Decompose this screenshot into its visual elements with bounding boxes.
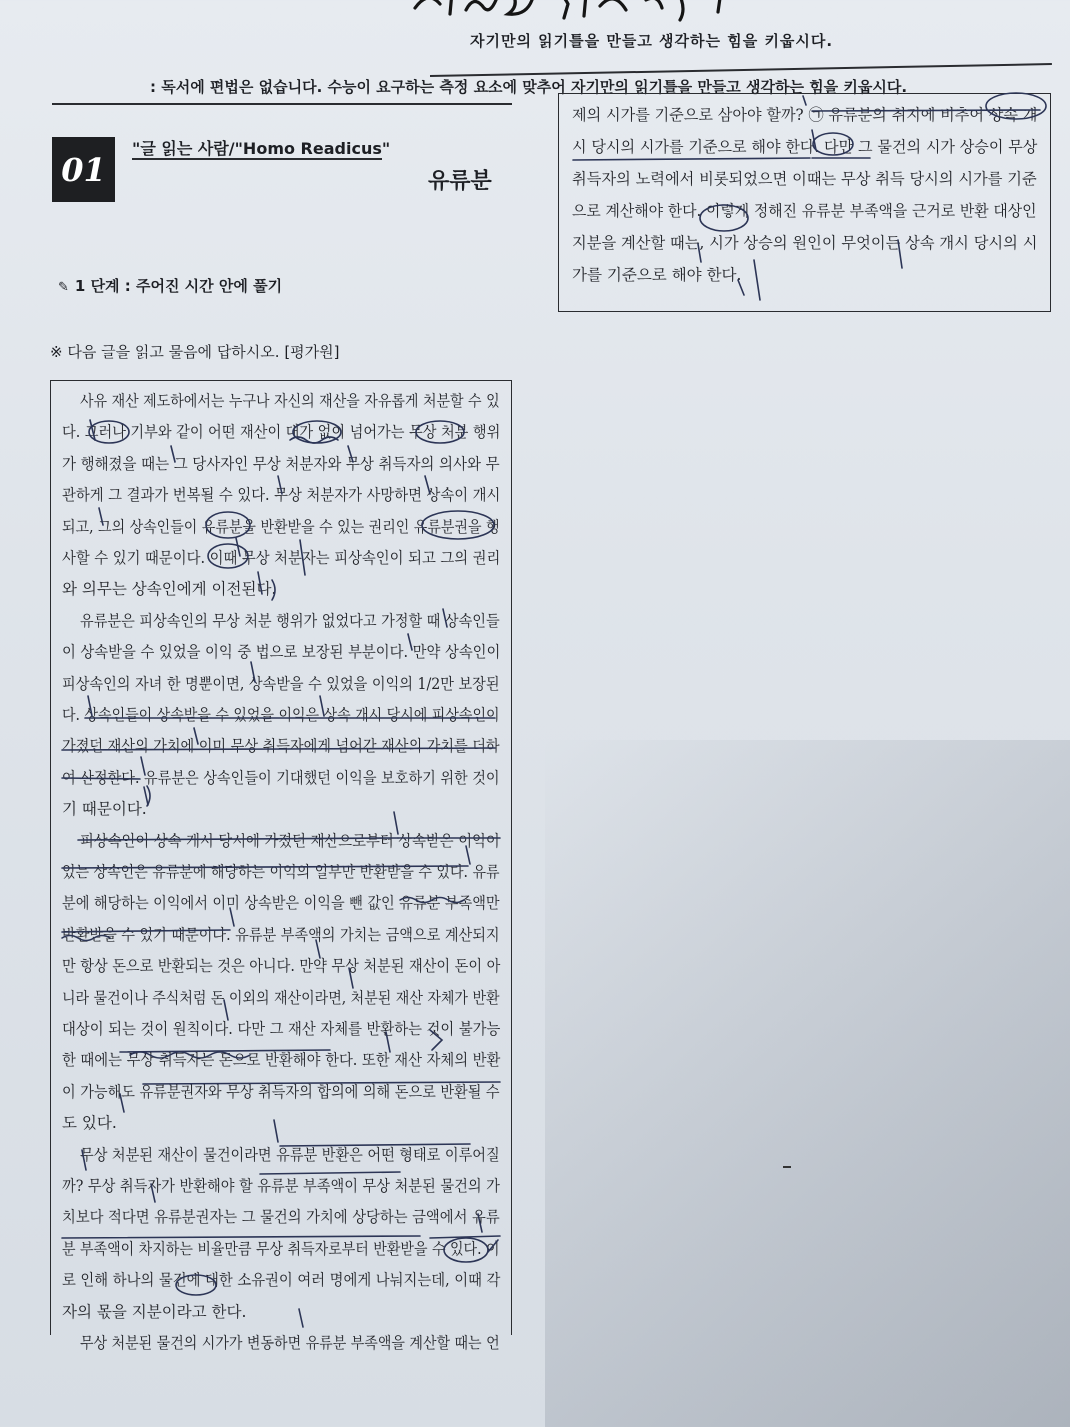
continuation-line: 으로 계산해야 한다. 이렇게 정해진 유류분 부족액을 근거로 반환 대상인 [572,202,1037,220]
passage-line: 무상 처분된 재산이 물건이라면 유류분 반환은 어떤 형태로 이루어질 [80,1145,500,1164]
passage-line: 한 때에는 무상 취득자는 돈으로 반환해야 한다. 또한 재산 자체의 반환 [62,1051,501,1070]
pencil-icon: ✎ [58,280,69,295]
continuation-line: 가를 기준으로 해야 한다. [572,266,742,284]
passage-line: 가 행해졌을 때는 그 당사자인 무상 처분자와 무상 취득자의 의사와 무 [62,454,500,473]
passage-line: 치보다 적다면 유류분권자는 그 물건의 가치에 상당하는 금액에서 유류 [62,1208,500,1227]
passage-line: 이 가능해도 유류분권자와 무상 취득자의 합의에 의해 돈으로 반환될 수 [62,1082,500,1101]
passage-line: 관하게 그 결과가 번복될 수 있다. 무상 처분자가 사망하면 상속이 개시 [62,486,501,505]
motto-rule [430,63,1052,77]
header-scribble [400,0,1070,30]
unit-number: 01 [52,137,115,202]
passage-line: 대상이 되는 것이 원칙이다. 다만 그 재산 자체를 반환하는 것이 불가능 [62,1020,501,1038]
passage-line: 기 때문이다. [62,800,147,819]
passage-line: 피상속인의 자녀 한 명뿐이면, 상속받을 수 있었을 이익의 1/2만 보장된 [62,674,500,693]
passage-line: 사유 재산 제도하에서는 누구나 자신의 재산을 자유롭게 처분할 수 있 [80,392,500,410]
passage-line: 피상속인이 상속 개시 당시에 가졌던 재산으로부터 상속받은 이익이 [80,831,500,850]
passage-line: 이 상속받을 수 있었을 이익 중 법으로 보장된 부분이다. 만약 상속인이 [62,643,501,662]
passage-line: 되고, 그의 상속인들이 유류분을 반환받을 수 있는 권리인 유류분권을 행 [62,517,500,536]
passage-line: 다. 상속인들이 상속받을 수 있었을 이익은 상속 개시 당시에 피상속인이 [62,706,500,724]
passage-line: 로 인해 하나의 물건에 대한 소유권이 여러 명에게 나눠지는데, 이때 각 [62,1271,501,1290]
passage-line: 자의 몫을 지분이라고 한다. [62,1302,247,1321]
unit-name: 유류분 [428,169,492,194]
continuation-line: 지분을 계산할 때는, 시가 상승의 원인이 무엇이든 상속 개시 당시의 시 [572,234,1038,252]
continuation-line: 제의 시가를 기준으로 삼아야 할까? ㉠ 유류분의 취지에 비추어 상속 개 [572,106,1038,124]
motto: 자기만의 읽기틀을 만들고 생각하는 힘을 키웁시다. [470,32,834,50]
continuation-line: 취득자의 노력에서 비롯되었으면 이때는 무상 취득 당시의 시가를 기준 [572,170,1037,188]
instruction: ※ 다음 글을 읽고 물음에 답하시오. [평가원] [50,343,340,361]
passage-line: 여 산정한다. 유류분은 상속인들이 기대했던 이익을 보호하기 위한 것이 [62,768,500,787]
passage-line: 다. 그러나 기부와 같이 어떤 재산이 대가 없이 넘어가는 무상 처분 행위 [62,423,501,442]
passage-line: 와 의무는 상속인에게 이전된다. [62,580,277,599]
passage-line: 가졌던 재산의 가치에 이미 무상 취득자에게 넘어간 재산의 가치를 더하 [62,737,500,756]
subtitle: : 독서에 편법은 없습니다. 수능이 요구하는 측정 요소에 맞추어 자기만의 읽기틀을 만들고 생각하는 힘을 키웁시다. [150,78,908,96]
page-shadow [545,740,1070,1427]
stray-mark [783,1166,791,1168]
header-rule [52,103,512,105]
passage-line: 무상 처분된 물건의 시가가 변동하면 유류분 부족액을 계산할 때는 언 [80,1334,500,1352]
passage-line: 분에 해당하는 이익에서 이미 상속받은 이익을 뺀 값인 유류분 부족액만 [62,894,500,913]
passage-line: 니라 물건이나 주식처럼 돈 이외의 재산이라면, 처분된 재산 자체가 반환 [62,988,500,1007]
passage-line: 분 부족액이 차지하는 비율만큼 무상 취득자로부터 반환받을 수 있다. 이 [62,1239,500,1258]
passage-line: 사할 수 있기 때문이다. 이때 무상 처분자는 피상속인이 되고 그의 권리 [62,549,501,567]
step-label [58,275,282,296]
unit-title: "글 읽는 사람/"Homo Readicus" [132,139,391,158]
continuation-line: 시 당시의 시가를 기준으로 해야 한다. 다만 그 물건의 시가 상승이 무상 [572,138,1038,156]
passage-line: 만 항상 돈으로 반환되는 것은 아니다. 만약 무상 처분된 재산이 돈이 아 [62,957,501,976]
passage-line: 있는 상속인은 유류분에 해당하는 이익의 일부만 반환받을 수 있다. 유류 [62,863,500,881]
passage-line: 유류분은 피상속인의 무상 처분 행위가 없었다고 가정할 때 상속인들 [80,611,500,630]
unit-title-rule [132,158,382,160]
passage-line: 까? 무상 취득자가 반환해야 할 유류분 부족액이 무상 처분된 물건의 가 [62,1177,500,1195]
step-text: 1 단계 : 주어진 시간 안에 풀기 [74,277,283,295]
passage-line: 반환받을 수 있기 때문이다. 유류분 부족액의 가치는 금액으로 계산되지 [62,925,500,944]
passage-line: 도 있다. [62,1114,117,1133]
